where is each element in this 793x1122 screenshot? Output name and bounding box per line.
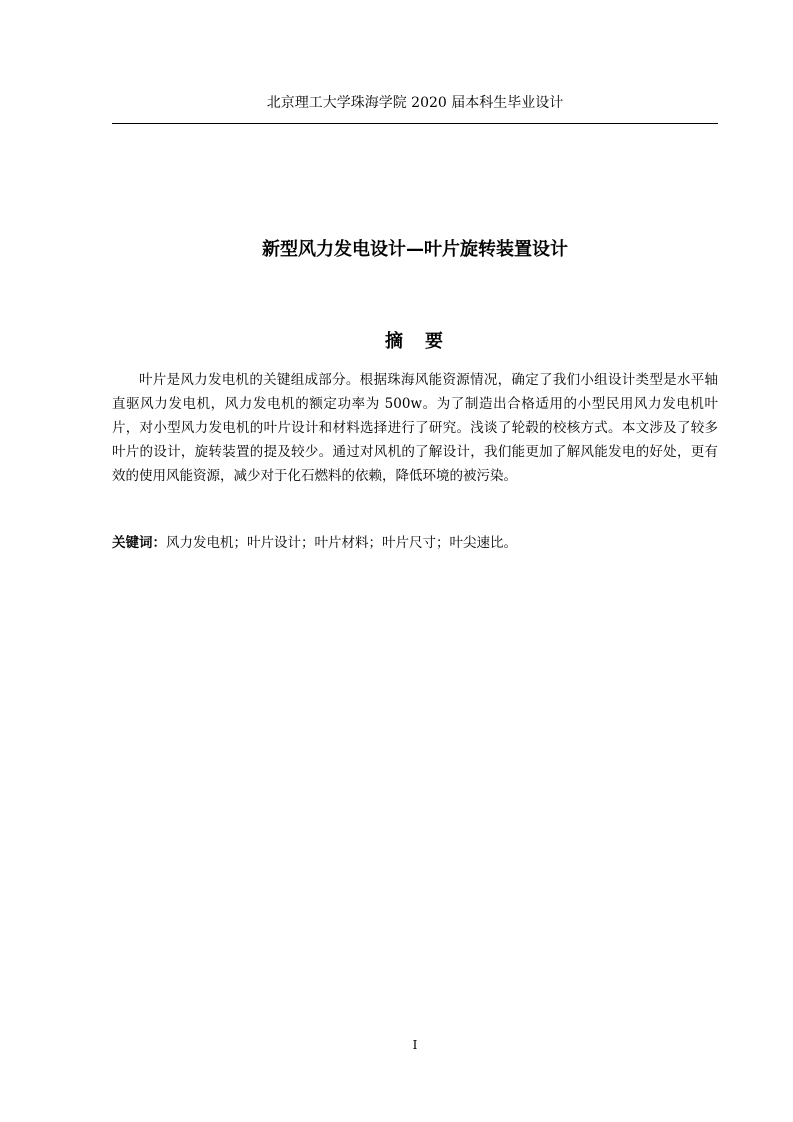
keywords-line — [112, 531, 718, 555]
header-divider — [112, 123, 718, 124]
thesis-title: 新型风力发电设计—叶片旋转装置设计 — [262, 239, 568, 260]
page-number: I — [412, 1038, 418, 1052]
abstract-heading: 摘 要 — [385, 331, 445, 352]
keywords-label: 关键词： — [112, 535, 166, 551]
abstract-body: 叶片是风力发电机的关键组成部分。根据珠海风能资源情况，确定了我们小组设计类型是水平轴直驱风力发电机，风力发电机的额定功率为 500w。为了制造出合格适用的小型民用风力发电机叶片，对小型风力发电机的叶片设计和材料选择进行了研究。浅谈了轮毂的校核方式。本文涉及了较多叶片的设计，旋转装置的提及较少。通过对风机的了解设计，我们能更加了解风能发电的好处，更有效的使用风能资源，减少对于化石燃料的依赖，降低环境的被污染。 — [112, 372, 718, 484]
page-header: 北京理工大学珠海学院 2020 届本科生毕业设计 — [266, 95, 564, 111]
keywords-text: 风力发电机；叶片设计；叶片材料；叶片尺寸；叶尖速比。 — [166, 535, 517, 551]
